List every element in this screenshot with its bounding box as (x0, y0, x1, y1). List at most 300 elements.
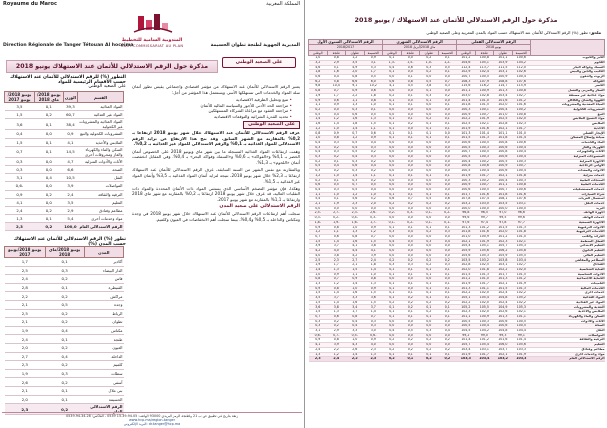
annex-cell: 0,5 (346, 150, 365, 155)
annex-cell: 0,0 (420, 169, 439, 174)
annex-cell: 0,3 (327, 140, 346, 145)
annex-group-header: الرقم الاستدلالي الشهري (383, 40, 457, 45)
annex-cell: 102,8 (494, 122, 513, 127)
footer-website-link[interactable]: www.hcp.ma/region-tanger (129, 418, 175, 422)
annex-cell: 0,0 (383, 216, 402, 221)
annex-cell: 102,1 (494, 281, 513, 286)
annex-cell: 102,0 (457, 267, 476, 272)
annex-cell: 101,5 (494, 225, 513, 230)
table1-cell: 0,3 (5, 165, 35, 173)
annex-cell: 3,3 (346, 296, 365, 301)
annex-cell: 0,0 (420, 178, 439, 183)
annex-cell: 103,4 (475, 357, 494, 362)
annex-cell: 0,2 (420, 310, 439, 315)
annex-cell: 101,9 (512, 352, 531, 357)
table2-cell: طنجة (84, 335, 123, 344)
annex-cell: 0,5 (309, 164, 328, 169)
annex-cell: 0,3 (346, 159, 365, 164)
annex-cell: 103,2 (475, 258, 494, 263)
annex-cell: 101,3 (512, 286, 531, 291)
annex-cell: 104,9 (494, 305, 513, 310)
annex-cell: 0,0 (438, 234, 457, 239)
annex-cell: 101,6 (475, 230, 494, 235)
annex-column-header: الحسيمة (364, 50, 383, 55)
annex-cell: 102,3 (512, 122, 531, 127)
table1-cell: الأثاث والأدوات المنزلية (78, 157, 124, 165)
annex-cell: 0,6- (309, 333, 328, 338)
annex-row-label: الأدوات الشخصية (531, 272, 605, 277)
annex-cell: 0,2 (383, 300, 402, 305)
annex-row-label: الفنادق (531, 263, 605, 268)
body-p3: وبالمقارنة مع نفس الشهر من السنة السابقة، عرف الرقم الاستدلالي للأثمان عند الاستهلاك ارتفاعا بـ 2,3% خلال شهر يونيو 2018، نتيجة لتزايد أثمان المواد الغذائية بـ 3,5% وأثمان المواد غير الغذائية بـ 1,5%. (132, 167, 300, 184)
table2-row (5, 369, 124, 378)
annex-cell: 3,5 (309, 296, 328, 301)
annex-cell: 102,5 (475, 263, 494, 268)
annex-cell: 0,1 (420, 89, 439, 94)
annex-cell: 0,2 (438, 347, 457, 352)
annex-cell: 100,4 (475, 169, 494, 174)
annex-cell: 0,6 (438, 197, 457, 202)
annex-cell: 0,9 (364, 225, 383, 230)
table1-cell: 0,2 (34, 190, 63, 198)
table2-cell: 0,2 (45, 309, 84, 318)
annex-cell: 0,1 (401, 310, 420, 315)
annex-cell: 0,2 (364, 178, 383, 183)
table2-cell: 0,5 (45, 300, 84, 309)
annex-cell: 0,0 (438, 183, 457, 188)
body-bullets (132, 97, 292, 120)
annex-cell: 100,4 (494, 178, 513, 183)
annex-row-label: مواد النسيج الملابس (531, 117, 605, 122)
annex-cell: 100,3 (457, 107, 476, 112)
annex-cell: 115,9 (512, 84, 531, 89)
table2-row (5, 361, 124, 370)
annex-cell: 0,3 (327, 187, 346, 192)
annex-cell: 106,0 (494, 343, 513, 348)
annex-cell: 0,9 (346, 277, 365, 282)
table1-cell: 0,4 (34, 174, 63, 182)
annex-cell: 0,3 (438, 263, 457, 268)
annex-cell: 1,5 (309, 300, 328, 305)
annex-cell: 1,7 (327, 263, 346, 268)
table1-row (5, 157, 124, 165)
annex-cell: 101,2 (512, 98, 531, 103)
annex-cell: 0,0 (438, 75, 457, 80)
annex-cell: 0,0 (420, 324, 439, 329)
table1-title: التطور (%) للرقم الاستدلالي للأثمان عند الاستهلاك حسب الأقسام الرئيسية للمواد (10, 75, 126, 85)
annex-cell: 1,1 (309, 103, 328, 108)
table1-cell: 10,5 (63, 174, 77, 182)
annex-cell: 1,6 (346, 300, 365, 305)
annex-column-header: الوطني (309, 50, 328, 55)
annex-cell: 0,3 (309, 319, 328, 324)
annex-cell: 6,6 (346, 79, 365, 84)
annex-cell: 0,1 (438, 70, 457, 75)
annex-cell: 100,9 (494, 164, 513, 169)
table1-total-row (5, 223, 124, 231)
annex-cell: 0,0 (383, 253, 402, 258)
annex-cell: 100,5 (457, 169, 476, 174)
annex-cell: 0,0 (383, 319, 402, 324)
annex-cell: 2,9 (327, 60, 346, 65)
annex-cell: 0,1 (438, 192, 457, 197)
annex-cell: 0,4 (438, 239, 457, 244)
annex-cell: 101,8 (512, 173, 531, 178)
annex-cell: 103,4 (457, 347, 476, 352)
annex-cell: 105,4 (475, 343, 494, 348)
annex-cell: 3,1 (364, 60, 383, 65)
annex-cell: 0,0 (401, 216, 420, 221)
annex-cell: 0,3 (438, 230, 457, 235)
annex-cell: 0,0 (420, 140, 439, 145)
annex-cell: 105,3 (512, 305, 531, 310)
annex-cell: 0,0 (420, 107, 439, 112)
annex-cell: 101,2 (457, 56, 476, 61)
annex-cell: 1,4 (346, 281, 365, 286)
table1-cell: 4,1 (63, 138, 77, 146)
annex-cell: 100,0 (457, 206, 476, 211)
annex-cell: 101,4 (457, 98, 476, 103)
annex-cell: 115,6 (457, 84, 476, 89)
annex-row-label: المواصلات (531, 333, 605, 338)
table1-row (5, 198, 124, 206)
annex-cell: 1,0 (346, 225, 365, 230)
annex-cell: 0,4 (309, 187, 328, 192)
annex-cell: 0,9 (309, 338, 328, 343)
annex-row-label: الأحذية (531, 126, 605, 131)
annex-cell: 0,1 (438, 136, 457, 141)
table2-cell: الحسيمة (84, 395, 123, 404)
annex-cell: 0,3 (309, 154, 328, 159)
annex-cell: 0,1 (383, 126, 402, 131)
annex-cell: 0,1 (383, 122, 402, 127)
annex-cell: 103,8 (494, 258, 513, 263)
annex-cell: 0,7- (327, 333, 346, 338)
annex-cell: 105,9 (457, 249, 476, 254)
annex-row-label: الملابس والأحذية (531, 310, 605, 315)
table1-cell: 3,5 (5, 103, 35, 111)
annex-cell: 1,0 (364, 192, 383, 197)
annex-cell: 0,2 (401, 338, 420, 343)
annex-cell: 99,7 (475, 216, 494, 221)
annex-cell: 0,2 (420, 357, 439, 362)
annex-cell: 0,1 (383, 98, 402, 103)
annex-cell: 0,4 (438, 329, 457, 334)
annex-cell: 0,1 (383, 305, 402, 310)
table2-cell: آسفي (84, 378, 123, 387)
annex-cell: 0,0 (420, 154, 439, 159)
annex-cell: 0,0 (420, 187, 439, 192)
annex-cell: 0,0 (401, 56, 420, 61)
annex-cell: 1,8- (309, 220, 328, 225)
annex-cell: 6,0 (364, 79, 383, 84)
footer-email-link[interactable]: البريد الإلكتروني: dr.tanger@hcp.ma (123, 422, 181, 426)
annex-cell: 101,7 (457, 192, 476, 197)
annex-cell: 100,5 (475, 187, 494, 192)
table2-cell: 2,0 (5, 395, 46, 404)
note-title: مذكرة حول الرقم الاستدلالي للأثمان عند الاستهلاك يونيو 2018 (6, 60, 218, 73)
annex-row-label: الأدوات والمعدات (531, 169, 605, 174)
annex-cell: 101,9 (475, 239, 494, 244)
annex-cell: 0,1 (401, 272, 420, 277)
annex-cell: 100,8 (494, 140, 513, 145)
annex-column-header: تطوان (346, 50, 365, 55)
annex-cell: 100,7 (475, 112, 494, 117)
annex-cell: 0,1 (401, 281, 420, 286)
annex-cell: 3,7 (364, 305, 383, 310)
table2-cell: 2,5 (5, 309, 46, 318)
annex-cell: 102,2 (512, 300, 531, 305)
annex-cell: 100,3 (475, 145, 494, 150)
annex-cell: 1,4 (309, 117, 328, 122)
annex-cell: 100,8 (475, 56, 494, 61)
table2-cell: بني ملال (84, 386, 123, 395)
annex-row-label: الأدوات الترفيهية (531, 225, 605, 230)
annex-cell: 0,0 (420, 159, 439, 164)
annex-cell: 0,1 (327, 178, 346, 183)
annex-cell: 101,3 (475, 136, 494, 141)
table1-cell: 6,6 (63, 165, 77, 173)
annex-cell: 0,0 (327, 206, 346, 211)
annex-cell: 0,1- (383, 220, 402, 225)
annex-cell: 1,0 (364, 103, 383, 108)
annex-cell: 100,9 (475, 89, 494, 94)
annex-cell: 0,0 (420, 75, 439, 80)
category-index-table (4, 91, 124, 231)
table2-row (5, 300, 124, 309)
annex-cell: 0,0 (438, 169, 457, 174)
annex-cell: 100,3 (512, 159, 531, 164)
annex-cell: 1,4 (364, 267, 383, 272)
annex-index-table (308, 39, 605, 362)
annex-row-label: التبغ (531, 112, 605, 117)
annex-cell: 100,9 (475, 234, 494, 239)
annex-cell: 103,9 (494, 60, 513, 65)
annex-cell: 101,8 (512, 230, 531, 235)
annex-column-header: الوطني (457, 50, 476, 55)
table1-row (5, 146, 124, 157)
annex-cell: 0,5 (364, 183, 383, 188)
annex-cell: 0,1 (401, 357, 420, 362)
annex-cell: 0,0 (438, 244, 457, 249)
annex-cell: 0,0 (438, 107, 457, 112)
table2-row (5, 326, 124, 335)
annex-cell: 1,2 (327, 281, 346, 286)
annex-row-label: مطاعم وفنادق (531, 347, 605, 352)
annex-cell: 0,3 (346, 107, 365, 112)
annex-cell: 0,4 (364, 187, 383, 192)
annex-cell: 101,9 (457, 352, 476, 357)
annex-cell: 2,0 (364, 202, 383, 207)
annex-row-label: الخضر (531, 84, 605, 89)
annex-cell: 0,6 (346, 164, 365, 169)
body-bullet-item: • مراجعة العقود مع مراعاة الشركاء المستهلكين (132, 108, 292, 114)
annex-cell: 0,1 (420, 131, 439, 136)
table2-cell: 2,8 (5, 283, 46, 292)
annex-cell: 1,0 (364, 272, 383, 277)
annex-row-label: الخبز والحبوب (531, 56, 605, 61)
annex-cell: 100,6 (512, 140, 531, 145)
annex-cell: 0,0 (383, 324, 402, 329)
annex-cell: 1,3 (364, 281, 383, 286)
body-p4: وهكذا، فإن مؤشر التضخم الأساسي الذي يستثني المواد ذات الأثمان المحددة والمواد ذات التقلبات العالية، قد عرف خلال شهر يونيو 2018 ارتفاعا بـ 0,2% بالمقارنة مع شهر ماي 2018 وارتفاعا بـ 1,1% بالمقارنة مع شهر يونيو 2017. (132, 185, 300, 203)
annex-cell: 116,2 (475, 84, 494, 89)
annex-subtitle-text: تطور (%) الرقم الاستدلالي للأثمان عند الاستهلاك حسب المواد بالمدن المغربية وعلى الصعيد الوطني (426, 30, 588, 35)
annex-cell: 0,8 (364, 277, 383, 282)
annex-cell: 100,7 (457, 75, 476, 80)
annex-cell: 0,1 (383, 281, 402, 286)
annex-cell: 0,2 (383, 347, 402, 352)
annex-cell: 0,3 (364, 154, 383, 159)
annex-cell: 2,3 (364, 347, 383, 352)
annex-cell: 106,2 (494, 249, 513, 254)
annex-cell: 0,5 (401, 329, 420, 334)
annex-cell: 1,8 (364, 93, 383, 98)
table1-cell: المواصلات (78, 182, 124, 190)
annex-cell: 1,3 (327, 267, 346, 272)
table1-row (5, 103, 124, 111)
annex-cell: 1,0- (420, 60, 439, 65)
annex-cell: 0,1 (420, 122, 439, 127)
annex-cell: 0,1 (401, 352, 420, 357)
table1-cell: 0,0 (34, 198, 63, 206)
annex-cell: 0,0 (438, 159, 457, 164)
table1-cell: 0,3 (5, 157, 35, 165)
table1-cell: 3,6 (5, 119, 35, 130)
body-intro: يعتبر الرقم الاستدلالي للأثمان عند الاستهلاك من مؤشر اقتصادي واجتماعي يقيس تطور أثمان سلة المواد والخدمات التي تستهلكها الأسر، ويستعمل هذا المؤشر من أجل: (132, 84, 300, 95)
annex-cell: 0,5- (346, 333, 365, 338)
annex-cell: 0,5 (327, 183, 346, 188)
annex-cell: 0,8 (327, 225, 346, 230)
annex-cell: 0,0 (383, 206, 402, 211)
table1-cell: 39,3 (63, 103, 77, 111)
annex-row-label: المنتجات الطبية (531, 178, 605, 183)
table2-cell: كلميم (84, 361, 123, 370)
annex-cell: 105,1 (475, 60, 494, 65)
annex-cell: 0,1 (327, 159, 346, 164)
annex-cell: 111,5 (494, 65, 513, 70)
annex-cell: 4,6 (309, 65, 328, 70)
annex-row-label: الحليب والجبن والبيض (531, 70, 605, 75)
table1-row (5, 130, 124, 138)
table2-header: يونيو 2018/يونيو 2017 (5, 247, 46, 258)
annex-cell: 0,0 (438, 249, 457, 254)
annex-cell: 0,1 (420, 267, 439, 272)
annex-cell: 99,5 (494, 216, 513, 221)
annex-cell: 103,4 (512, 258, 531, 263)
annex-cell: 1,4 (346, 126, 365, 131)
annex-cell: 0,1 (383, 296, 402, 301)
annex-cell: 3,8 (327, 253, 346, 258)
annex-cell: 1,9- (327, 220, 346, 225)
annex-cell: 0,4 (346, 145, 365, 150)
table1-row (5, 111, 124, 119)
annex-cell: 0,1 (438, 56, 457, 61)
annex-cell: 104,2 (475, 329, 494, 334)
annex-cell: 0,1 (438, 267, 457, 272)
table2-cell: 1,9 (5, 369, 46, 378)
annex-cell: 3,7 (327, 296, 346, 301)
annex-cell: 0,1 (420, 225, 439, 230)
annex-cell: 0,3 (309, 169, 328, 174)
annex-cell: 101,3 (494, 89, 513, 94)
annex-cell: 1,3 (364, 117, 383, 122)
annex-cell: 1,5 (364, 291, 383, 296)
annex-cell: 0,1 (420, 296, 439, 301)
annex-cell: 1,1 (346, 98, 365, 103)
annex-cell: 0,0 (309, 206, 328, 211)
annex-cell: 1,4 (327, 300, 346, 305)
annex-cell: 0,5 (346, 187, 365, 192)
annex-cell: 1,2 (327, 352, 346, 357)
annex-row-label: الخدمات الترفيهية (531, 230, 605, 235)
annex-cell: 105,7 (494, 244, 513, 249)
annex-cell: 108,1 (494, 197, 513, 202)
annex-cell: 10,2 (364, 84, 383, 89)
annex-cell: 107,8 (457, 197, 476, 202)
annex-cell: 101,6 (494, 98, 513, 103)
annex-cell: 100,4 (512, 169, 531, 174)
section-national: على الصعيد الوطني (243, 121, 300, 129)
annex-cell: 0,1 (401, 131, 420, 136)
annex-cell: 1,8 (364, 263, 383, 268)
annex-cell: 0,5 (420, 79, 439, 84)
table2-row (5, 292, 124, 301)
table2-cell: 0,3 (45, 266, 84, 275)
annex-cell: 0,5 (438, 65, 457, 70)
annex-cell: 100,8 (512, 183, 531, 188)
table1-total-cell: 0,2 (34, 223, 63, 231)
annex-cell: 0,1 (383, 225, 402, 230)
annex-cell: 102,1 (457, 239, 476, 244)
annex-cell: 104,5 (457, 329, 476, 334)
table2-cell: العيون (84, 343, 123, 352)
annex-cell: 102,0 (512, 117, 531, 122)
annex-cell: 0,0 (420, 145, 439, 150)
annex-cell: 99,6 (512, 216, 531, 221)
annex-cell: 96,8 (457, 211, 476, 216)
table1-cell: 0,1 (34, 103, 63, 111)
annex-cell: 107,4 (475, 197, 494, 202)
annex-cell: 1,1 (364, 126, 383, 131)
annex-cell: 0,0 (401, 333, 420, 338)
annex-cell: 0,0 (438, 154, 457, 159)
annex-cell: 1,3 (309, 281, 328, 286)
annex-cell: 0,0 (401, 145, 420, 150)
annex-cell: 0,1 (401, 267, 420, 272)
table2-total-cell: 0,2 (45, 404, 84, 415)
annex-cell: 4,4 (346, 249, 365, 254)
annex-cell: 114,7 (494, 84, 513, 89)
annex-cell: 104,6 (457, 60, 476, 65)
annex-cell: 3,3 (346, 329, 365, 334)
table2-cell: 0,4 (45, 326, 84, 335)
annex-cell: 9,8 (309, 84, 328, 89)
annex-cell: 0,2 (383, 258, 402, 263)
annex-cell: 100,8 (494, 150, 513, 155)
annex-cell: 101,1 (457, 314, 476, 319)
annex-cell: 100,5 (512, 324, 531, 329)
annex-cell: 0,1 (438, 103, 457, 108)
annex-cell: 3,1 (309, 329, 328, 334)
annex-cell: 0,2 (327, 319, 346, 324)
annex-cell: 0,1 (420, 173, 439, 178)
annex-row-label: الكهرباء والغاز (531, 145, 605, 150)
annex-row-label: خدمات المستشفيات (531, 187, 605, 192)
annex-cell: 101,2 (512, 277, 531, 282)
table2-header: يونيو 2018/ماي 2018 (45, 247, 84, 258)
annex-cell: 1,5 (309, 239, 328, 244)
